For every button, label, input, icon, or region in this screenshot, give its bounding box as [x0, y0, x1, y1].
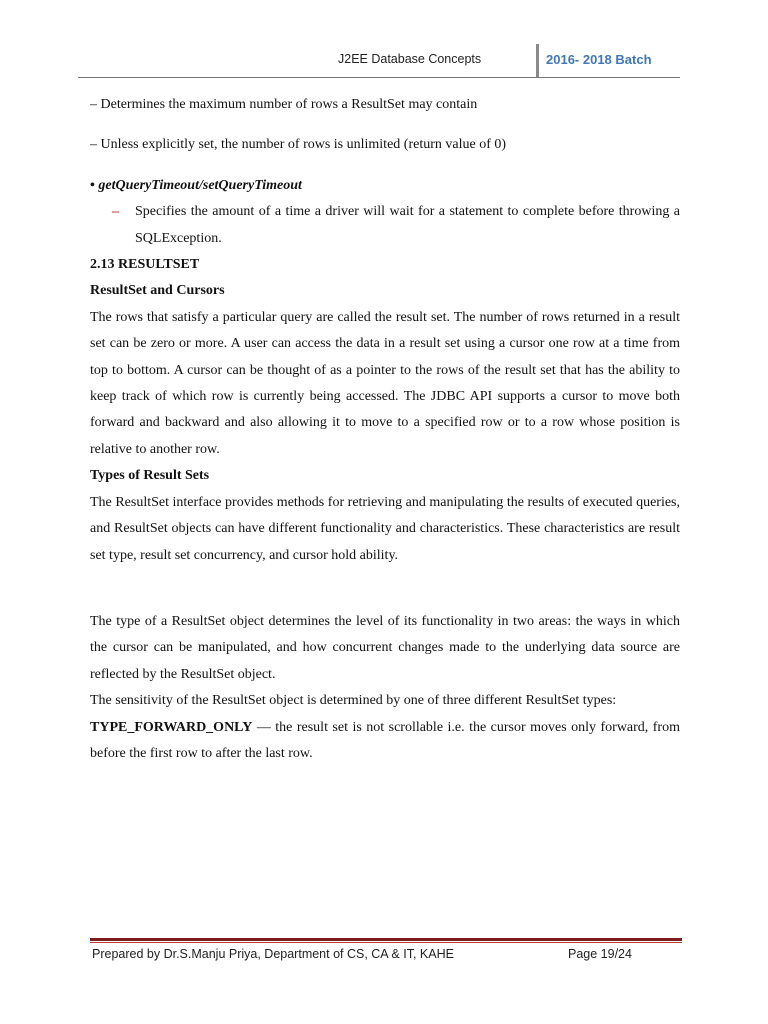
method-bullet: • [90, 177, 95, 193]
unlimited-rows-line: – Unless explicitly set, the number of rows is unlimited (return value of 0) [90, 137, 507, 153]
page-content [90, 92, 680, 767]
type-paragraph: The type of a ResultSet object determines the level of its functionality in two areas: the ways in which the cursor can be manipulated, and how concurrent changes made to the underlying data source are reflected by the ResultSet object. [90, 613, 680, 682]
forward-only-desc: — the result set is not scrollable i.e. the cursor moves only forward, from before the first row to after the last row. [90, 719, 680, 761]
section-heading: 2.13 RESULTSET [90, 257, 200, 273]
header-rule [78, 77, 680, 78]
header-title: J2EE Database Concepts [338, 52, 482, 66]
timeout-description [90, 199, 680, 252]
sensitivity-line: The sensitivity of the ResultSet object is determined by one of three different ResultSet types: [90, 693, 617, 709]
types-heading: Types of Result Sets [90, 468, 210, 484]
cursors-paragraph: The rows that satisfy a particular query are called the result set. The number of rows returned in a result set can be zero or more. A user can access the data in a result set using a cursor one row at a time from top to bottom. A cursor can be thought of as a pointer to the rows of the result set that has the ability to keep track of which row is currently being accessed. The JDBC API supports a cursor to move both forward and backward and also allowing it to move to a specified row or to a row whose position is relative to another row. [90, 309, 680, 457]
footer-prepared-by: Prepared by Dr.S.Manju Priya, Department of CS, CA & IT, KAHE [92, 947, 454, 961]
cursors-heading: ResultSet and Cursors [90, 283, 225, 299]
footer-rule-thick [90, 938, 682, 941]
footer-page-number: Page 19/24 [568, 947, 632, 961]
header-batch: 2016- 2018 Batch [546, 52, 652, 67]
forward-only-paragraph [90, 715, 680, 768]
page-header [78, 44, 680, 78]
forward-only-term: TYPE_FORWARD_ONLY [90, 719, 253, 735]
max-rows-line: – Determines the maximum number of rows a ResultSet may contain [90, 97, 478, 112]
timeout-text: Specifies the amount of a time a driver will wait for a statement to complete before throwing a SQLException. [135, 204, 680, 246]
method-name: getQueryTimeout/setQueryTimeout [98, 177, 302, 193]
footer-rule-thin [90, 942, 682, 943]
header-separator [536, 44, 539, 78]
method-item [90, 173, 680, 199]
timeout-dash: – [112, 204, 119, 220]
types-paragraph: The ResultSet interface provides methods for retrieving and manipulating the results of executed queries, and ResultSet objects can have different functionality and characteristics. These characteristics are result set type, result set concurrency, and cursor hold ability. [90, 494, 680, 563]
